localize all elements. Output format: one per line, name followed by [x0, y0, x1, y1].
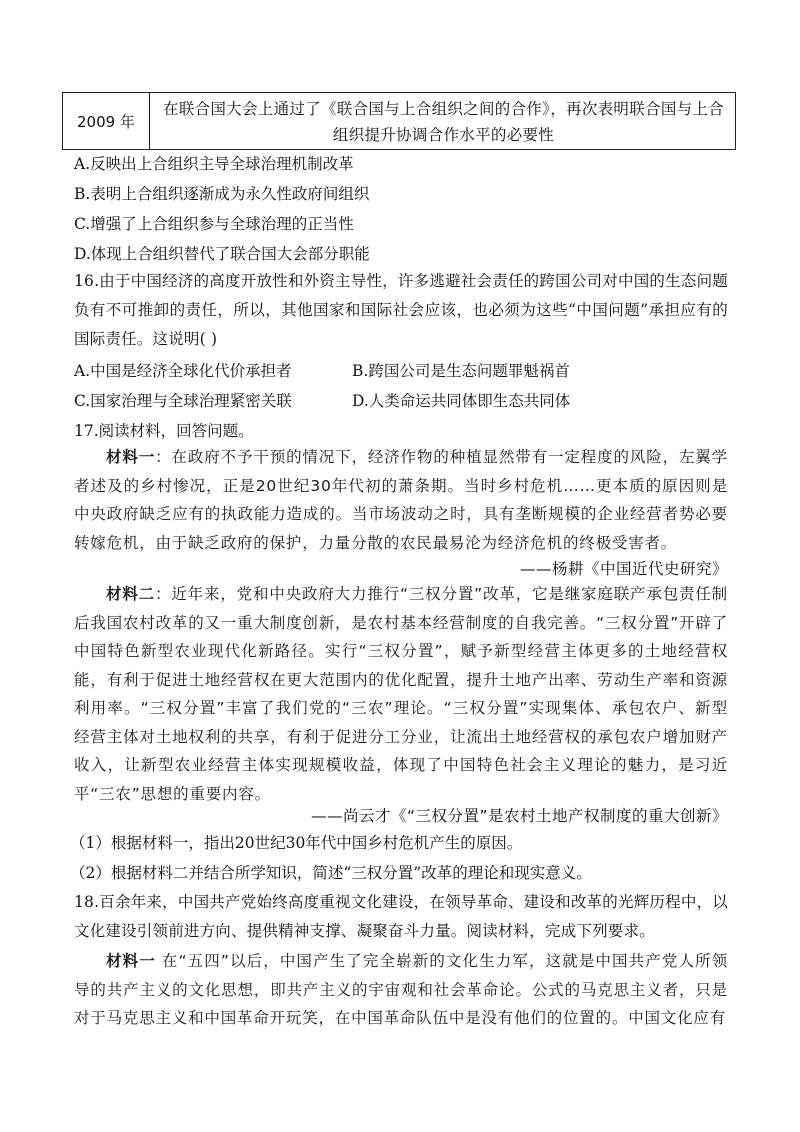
q17-material-1 [74, 443, 728, 557]
table-event-cell: 在联合国大会上通过了《联合国与上合组织之间的合作》，再次表明联合国与上合组织提升协调合作水平的必要性 [162, 100, 725, 144]
q17-subquestion-2: （2）根据材料二并结合所学知识，简述“三权分置”改革的理论和现实意义。 [70, 864, 592, 882]
q17-stem: 17.阅读材料，回答问题。 [74, 422, 254, 440]
q15-option-a: A.反映出上合组织主导全球治理机制改革 [74, 155, 354, 173]
material-text: ：在政府不予干预的情况下，经济作物的种植显然带有一定程度的风险，左翼学者述及的乡村惨况，正是20世纪30年代初的萧条期。当时乡村危机……更本质的原因则是中央政府缺乏应有的执政能力造成的。当市场波动之时，具有垄断规模的企业经营者势必要转嫁危机，由于缺乏政府的保护，力量分散的农民最易沦为经济危机的终极受害者。 [74, 448, 728, 552]
material-text: 在“五四”以后，中国产生了完全崭新的文化生力军，这就是中国共产党人所领导的共产主义的文化思想，即共产主义的宇宙观和社会革命论。公式的马克思主义者，只是对于马克思主义和中国革命开玩笑，在中国革命队伍中是没有他们的位置的。中国文化应有 [74, 952, 728, 1027]
q16-option-a: A.中国是经济全球化代价承担者 [74, 362, 292, 380]
q18-stem: 18.百余年来，中国共产党始终高度重视文化建设，在领导革命、建设和改革的光辉历程中，以文化建设引领前进方向、提供精神支撑、凝聚奋斗力量。阅读材料，完成下列要求。 [74, 893, 728, 940]
q16-option-d: D.人类命运共同体即生态共同体 [352, 392, 571, 410]
material-label: 材料一 [106, 952, 156, 970]
q15-option-b: B.表明上合组织逐渐成为永久性政府间组织 [74, 185, 370, 203]
event-table [62, 92, 736, 150]
q17-material-2 [74, 580, 728, 808]
q16-option-b: B.跨国公司是生态问题罪魁祸首 [352, 362, 570, 380]
material-label: 材料二 [106, 585, 155, 603]
q15-option-d: D.体现上合组织替代了联合国大会部分职能 [74, 245, 370, 263]
q17-material-2-source: ——尚云才《“三权分置”是农村土地产权制度的重大创新》 [310, 807, 728, 825]
q16-option-c: C.国家治理与全球治理紧密关联 [74, 392, 292, 410]
table-year-cell: 2009 年 [63, 93, 150, 149]
q17-material-1-source: ——杨耕《中国近代史研究》 [519, 560, 728, 578]
q16-stem: 16.由于中国经济的高度开放性和外资主导性，许多逃避社会责任的跨国公司对中国的生态问题负有不可推卸的责任，所以，其他国家和国际社会应该，也必须为这些“中国问题”承担应有的国际责任。这说明( ) [74, 272, 728, 348]
q17-subquestion-1: （1）根据材料一，指出20世纪30年代中国乡村危机产生的原因。 [70, 834, 523, 852]
q15-option-c: C.增强了上合组织参与全球治理的正当性 [74, 215, 354, 233]
material-text: ：近年来，党和中央政府大力推行“三权分置”改革，它是继家庭联产承包责任制后我国农村改革的又一重大制度创新，是农村基本经营制度的自我完善。“三权分置”开辟了中国特色新型农业现代化新路径。实行“三权分置”，赋予新型经营主体更多的土地经营权能，有利于促进土地经营权在更大范围内的优化配置，提升土地产出率、劳动生产率和资源利用率。“三权分置”丰富了我们党的“三农”理论。“三权分置”实现集体、承包农户、新型经营主体对土地权利的共享，有利于促进分工分业，让流出土地经营权的承包农户增加财产收入，让新型农业经营主体实现规模收益，体现了中国特色社会主义理论的魅力，是习近平“三农”思想的重要内容。 [74, 585, 728, 803]
material-label: 材料一 [106, 448, 156, 466]
q18-material-1 [74, 947, 728, 1033]
